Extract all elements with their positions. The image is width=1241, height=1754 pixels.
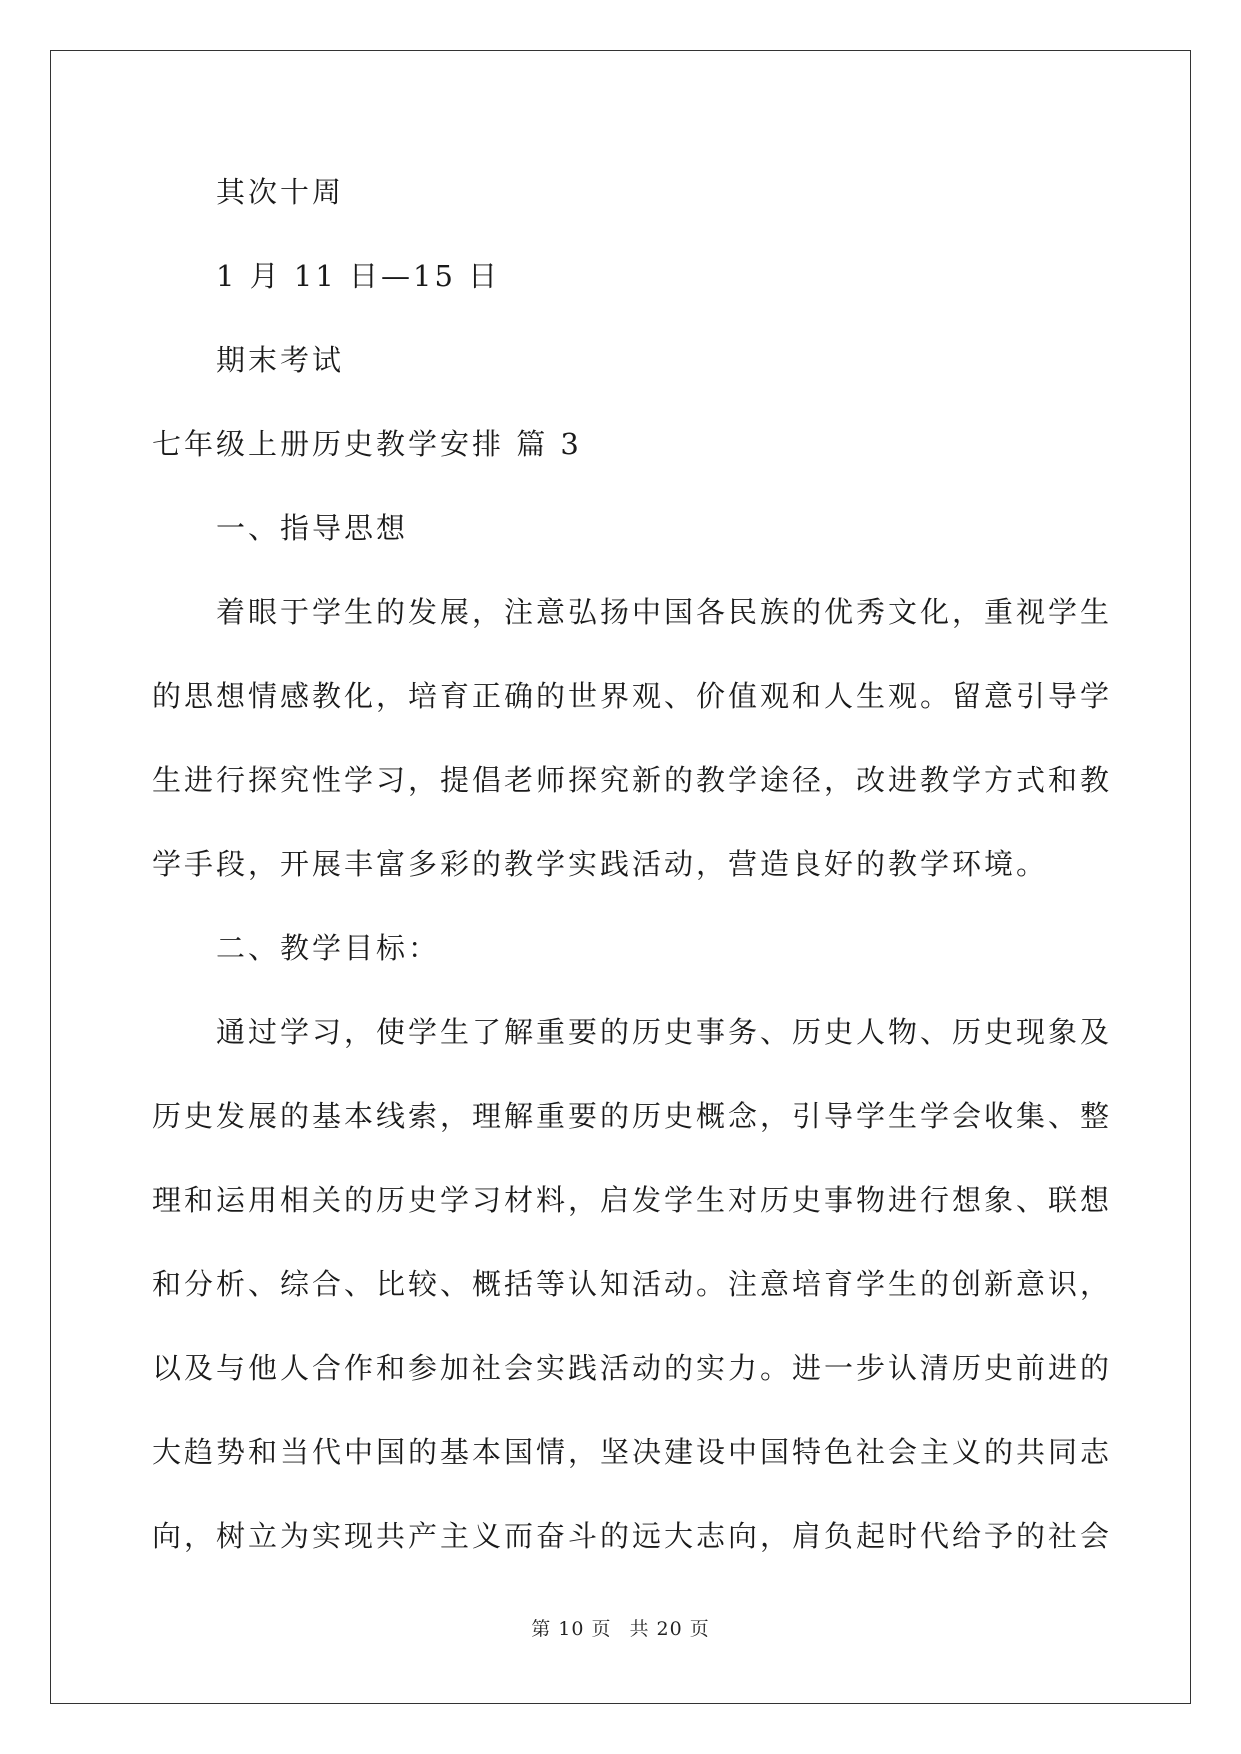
date-range: 1 月 11 日—15 日 [216,259,501,293]
week-label: 其次十周 [216,175,345,209]
heading-teaching-goals: 二、教学目标： [216,931,441,965]
paragraph-line: 生进行探究性学习，提倡老师探究新的教学途径，改进教学方式和教 [152,763,1113,797]
section-title: 七年级上册历史教学安排 篇 3 [152,427,582,461]
exam-label: 期末考试 [216,343,345,377]
paragraph-line: 以及与他人合作和参加社会实践活动的实力。进一步认清历史前进的 [152,1351,1113,1385]
paragraph-line: 大趋势和当代中国的基本国情，坚决建设中国特色社会主义的共同志 [152,1435,1113,1469]
page-footer [0,1614,1241,1641]
paragraph-line: 理和运用相关的历史学习材料，启发学生对历史事物进行想象、联想 [152,1183,1113,1217]
page-number-current: 第 10 页 [531,1618,612,1640]
document-body [152,150,1113,1578]
paragraph-line: 着眼于学生的发展，注意弘扬中国各民族的优秀文化，重视学生 [216,595,1113,629]
paragraph-line: 通过学习，使学生了解重要的历史事务、历史人物、历史现象及 [216,1015,1113,1049]
paragraph-line: 和分析、综合、比较、概括等认知活动。注意培育学生的创新意识， [152,1267,1113,1301]
paragraph-line: 的思想情感教化，培育正确的世界观、价值观和人生观。留意引导学 [152,679,1113,713]
heading-guiding-thought: 一、指导思想 [216,511,409,545]
paragraph-line: 学手段，开展丰富多彩的教学实践活动，营造良好的教学环境。 [152,847,1049,881]
paragraph-line: 历史发展的基本线索，理解重要的历史概念，引导学生学会收集、整 [152,1099,1113,1133]
paragraph-line: 向，树立为实现共产主义而奋斗的远大志向，肩负起时代给予的社会 [152,1519,1113,1553]
page-number-total: 共 20 页 [629,1618,710,1640]
